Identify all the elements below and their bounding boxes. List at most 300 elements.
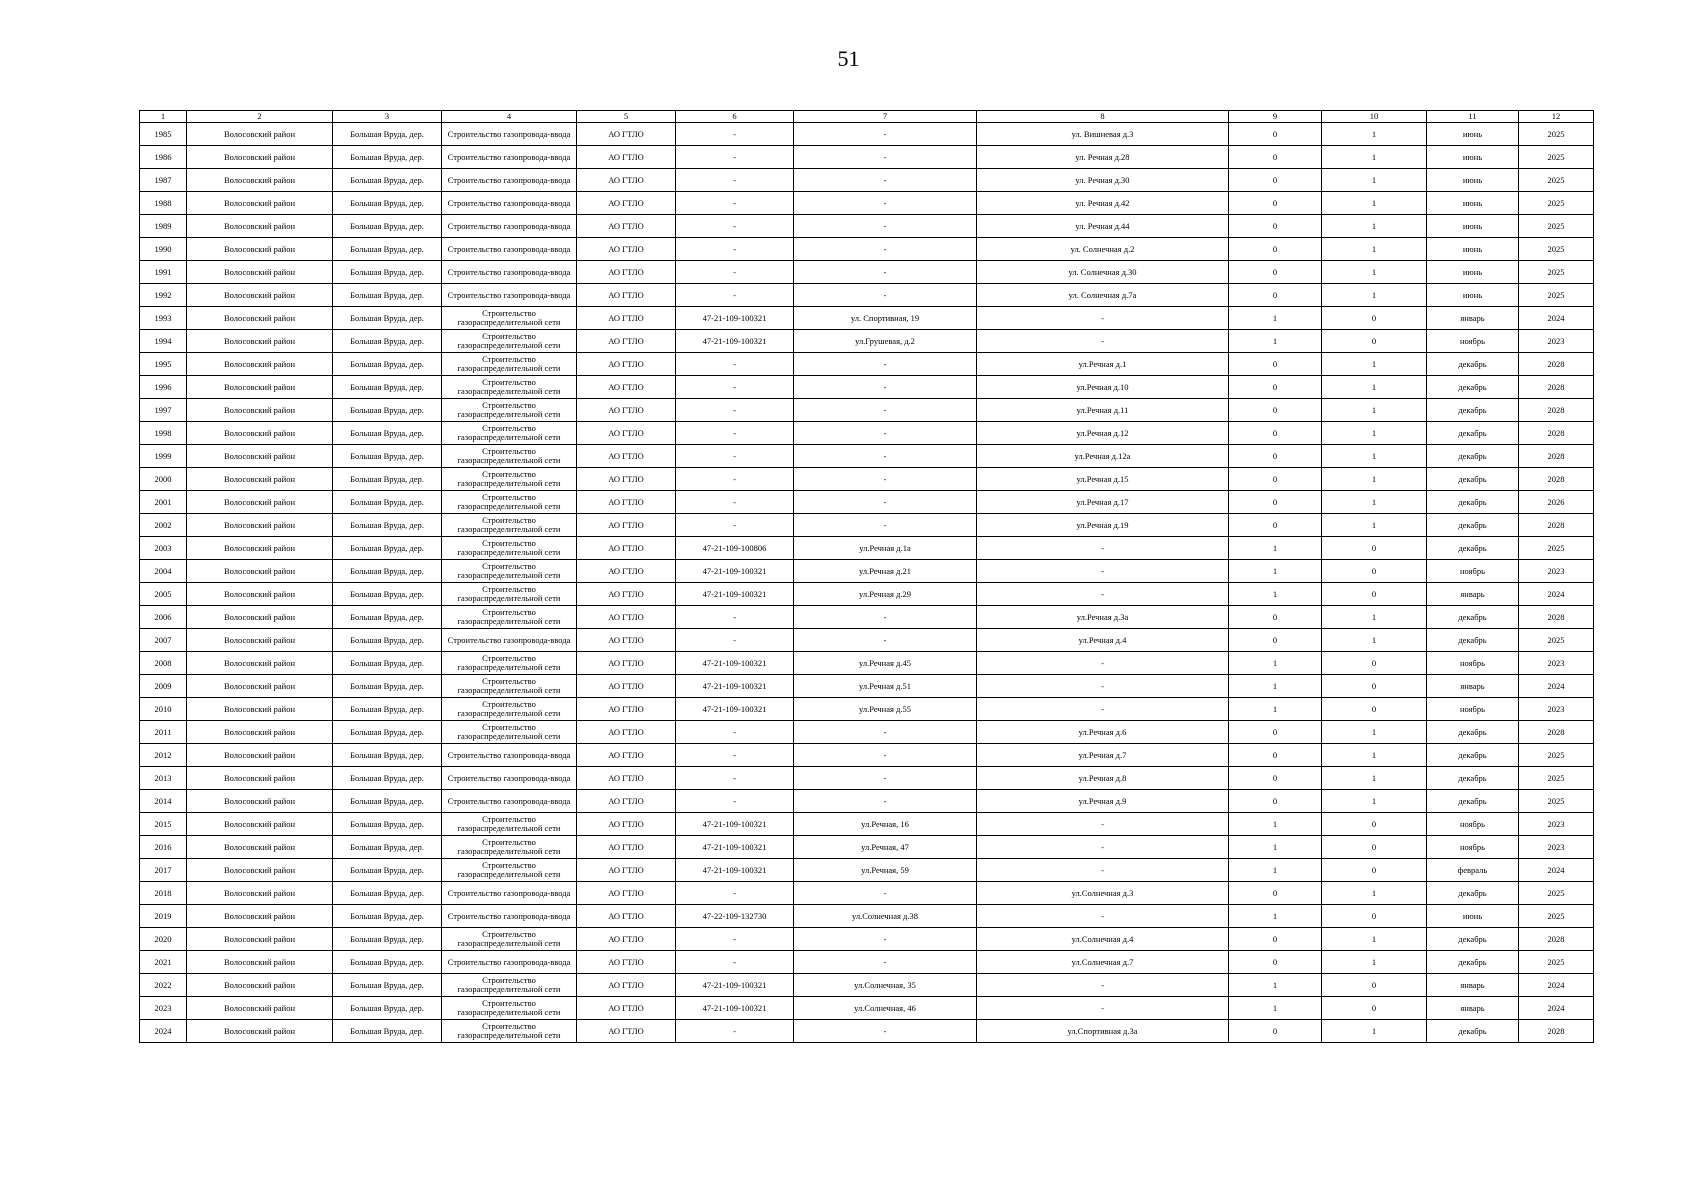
year-cell: 2023 [1519, 836, 1594, 859]
count-connected-cell: 0 [1229, 928, 1322, 951]
table-body [140, 123, 1594, 1043]
count-planned-cell: 1 [1322, 790, 1427, 813]
table-row [140, 399, 1594, 422]
count-connected-cell: 0 [1229, 629, 1322, 652]
district-cell: Волосовский район [187, 790, 333, 813]
organization-cell: АО ГТЛО [577, 698, 676, 721]
work-type-cell: Строительство газораспределительной сети [442, 307, 577, 330]
count-connected-cell: 0 [1229, 1020, 1322, 1043]
settlement-cell: Большая Вруда, дер. [333, 169, 442, 192]
district-cell: Волосовский район [187, 560, 333, 583]
work-type-cell: Строительство газопровода-ввода [442, 238, 577, 261]
row-number-cell: 2006 [140, 606, 187, 629]
district-cell: Волосовский район [187, 307, 333, 330]
row-number-cell: 2021 [140, 951, 187, 974]
count-planned-cell: 1 [1322, 353, 1427, 376]
organization-cell: АО ГТЛО [577, 445, 676, 468]
count-connected-cell: 0 [1229, 721, 1322, 744]
column-header: 7 [794, 111, 977, 123]
district-cell: Волосовский район [187, 836, 333, 859]
district-cell: Волосовский район [187, 859, 333, 882]
district-cell: Волосовский район [187, 767, 333, 790]
address-connected-cell: - [794, 399, 977, 422]
work-type-cell: Строительство газораспределительной сети [442, 491, 577, 514]
cadastral-number-cell: - [676, 606, 794, 629]
settlement-cell: Большая Вруда, дер. [333, 468, 442, 491]
organization-cell: АО ГТЛО [577, 422, 676, 445]
settlement-cell: Большая Вруда, дер. [333, 813, 442, 836]
year-cell: 2024 [1519, 307, 1594, 330]
district-cell: Волосовский район [187, 261, 333, 284]
address-connected-cell: - [794, 284, 977, 307]
month-cell: январь [1427, 974, 1519, 997]
column-header: 10 [1322, 111, 1427, 123]
row-number-cell: 1985 [140, 123, 187, 146]
year-cell: 2025 [1519, 951, 1594, 974]
address-connected-cell: ул.Речная д.51 [794, 675, 977, 698]
row-number-cell: 2007 [140, 629, 187, 652]
table-row [140, 974, 1594, 997]
count-planned-cell: 0 [1322, 675, 1427, 698]
table-row [140, 583, 1594, 606]
year-cell: 2025 [1519, 629, 1594, 652]
table-row [140, 767, 1594, 790]
month-cell: июнь [1427, 146, 1519, 169]
row-number-cell: 1991 [140, 261, 187, 284]
row-number-cell: 2019 [140, 905, 187, 928]
month-cell: декабрь [1427, 744, 1519, 767]
address-connected-cell: - [794, 468, 977, 491]
address-planned-cell: - [977, 583, 1229, 606]
count-connected-cell: 0 [1229, 767, 1322, 790]
address-connected-cell: ул.Солнечная, 46 [794, 997, 977, 1020]
work-type-cell: Строительство газораспределительной сети [442, 514, 577, 537]
year-cell: 2023 [1519, 813, 1594, 836]
row-number-cell: 2014 [140, 790, 187, 813]
address-planned-cell: - [977, 836, 1229, 859]
address-connected-cell: - [794, 606, 977, 629]
settlement-cell: Большая Вруда, дер. [333, 422, 442, 445]
year-cell: 2028 [1519, 514, 1594, 537]
row-number-cell: 2018 [140, 882, 187, 905]
cadastral-number-cell: 47-21-109-100321 [676, 698, 794, 721]
row-number-cell: 1992 [140, 284, 187, 307]
district-cell: Волосовский район [187, 813, 333, 836]
organization-cell: АО ГТЛО [577, 146, 676, 169]
address-connected-cell: ул.Речная д.45 [794, 652, 977, 675]
count-planned-cell: 0 [1322, 974, 1427, 997]
count-connected-cell: 0 [1229, 192, 1322, 215]
row-number-cell: 2009 [140, 675, 187, 698]
address-planned-cell: ул.Речная д.9 [977, 790, 1229, 813]
work-type-cell: Строительство газораспределительной сети [442, 468, 577, 491]
work-type-cell: Строительство газораспределительной сети [442, 997, 577, 1020]
settlement-cell: Большая Вруда, дер. [333, 284, 442, 307]
count-connected-cell: 0 [1229, 514, 1322, 537]
count-planned-cell: 1 [1322, 491, 1427, 514]
count-planned-cell: 1 [1322, 192, 1427, 215]
organization-cell: АО ГТЛО [577, 537, 676, 560]
address-connected-cell: - [794, 928, 977, 951]
settlement-cell: Большая Вруда, дер. [333, 652, 442, 675]
count-connected-cell: 0 [1229, 169, 1322, 192]
table-row [140, 836, 1594, 859]
year-cell: 2028 [1519, 353, 1594, 376]
year-cell: 2024 [1519, 675, 1594, 698]
district-cell: Волосовский район [187, 445, 333, 468]
work-type-cell: Строительство газопровода-ввода [442, 215, 577, 238]
count-planned-cell: 1 [1322, 169, 1427, 192]
cadastral-number-cell: 47-21-109-100321 [676, 675, 794, 698]
table-header [140, 111, 1594, 123]
cadastral-number-cell: - [676, 238, 794, 261]
address-planned-cell: ул. Речная д.28 [977, 146, 1229, 169]
settlement-cell: Большая Вруда, дер. [333, 675, 442, 698]
organization-cell: АО ГТЛО [577, 859, 676, 882]
district-cell: Волосовский район [187, 376, 333, 399]
year-cell: 2024 [1519, 997, 1594, 1020]
count-connected-cell: 0 [1229, 399, 1322, 422]
row-number-cell: 2004 [140, 560, 187, 583]
month-cell: январь [1427, 675, 1519, 698]
year-cell: 2025 [1519, 169, 1594, 192]
district-cell: Волосовский район [187, 698, 333, 721]
address-planned-cell: ул. Вишневая д.3 [977, 123, 1229, 146]
year-cell: 2028 [1519, 468, 1594, 491]
settlement-cell: Большая Вруда, дер. [333, 192, 442, 215]
month-cell: июнь [1427, 215, 1519, 238]
work-type-cell: Строительство газораспределительной сети [442, 560, 577, 583]
cadastral-number-cell: - [676, 790, 794, 813]
district-cell: Волосовский район [187, 284, 333, 307]
table-row [140, 353, 1594, 376]
address-planned-cell: ул. Речная д.30 [977, 169, 1229, 192]
table-row [140, 146, 1594, 169]
column-header: 6 [676, 111, 794, 123]
table-row [140, 629, 1594, 652]
cadastral-number-cell: 47-21-109-100321 [676, 997, 794, 1020]
work-type-cell: Строительство газопровода-ввода [442, 882, 577, 905]
count-connected-cell: 0 [1229, 353, 1322, 376]
count-connected-cell: 0 [1229, 215, 1322, 238]
table-row [140, 721, 1594, 744]
address-planned-cell: ул. Солнечная д.7а [977, 284, 1229, 307]
district-cell: Волосовский район [187, 652, 333, 675]
count-planned-cell: 1 [1322, 284, 1427, 307]
column-header: 3 [333, 111, 442, 123]
address-connected-cell: - [794, 744, 977, 767]
work-type-cell: Строительство газораспределительной сети [442, 422, 577, 445]
work-type-cell: Строительство газопровода-ввода [442, 284, 577, 307]
work-type-cell: Строительство газопровода-ввода [442, 951, 577, 974]
count-planned-cell: 0 [1322, 583, 1427, 606]
row-number-cell: 2022 [140, 974, 187, 997]
address-planned-cell: ул. Солнечная д.2 [977, 238, 1229, 261]
year-cell: 2028 [1519, 721, 1594, 744]
address-connected-cell: ул.Речная д.55 [794, 698, 977, 721]
row-number-cell: 2010 [140, 698, 187, 721]
work-type-cell: Строительство газопровода-ввода [442, 629, 577, 652]
year-cell: 2028 [1519, 445, 1594, 468]
cadastral-number-cell: - [676, 422, 794, 445]
district-cell: Волосовский район [187, 422, 333, 445]
settlement-cell: Большая Вруда, дер. [333, 974, 442, 997]
cadastral-number-cell: - [676, 399, 794, 422]
address-connected-cell: - [794, 951, 977, 974]
count-connected-cell: 1 [1229, 537, 1322, 560]
address-planned-cell: ул.Спортивная д.3а [977, 1020, 1229, 1043]
row-number-cell: 2017 [140, 859, 187, 882]
column-header: 1 [140, 111, 187, 123]
table-row [140, 698, 1594, 721]
settlement-cell: Большая Вруда, дер. [333, 376, 442, 399]
cadastral-number-cell: 47-21-109-100321 [676, 974, 794, 997]
district-cell: Волосовский район [187, 238, 333, 261]
count-connected-cell: 0 [1229, 445, 1322, 468]
count-connected-cell: 1 [1229, 307, 1322, 330]
month-cell: июнь [1427, 284, 1519, 307]
address-planned-cell: ул.Речная д.11 [977, 399, 1229, 422]
year-cell: 2025 [1519, 284, 1594, 307]
month-cell: ноябрь [1427, 560, 1519, 583]
organization-cell: АО ГТЛО [577, 376, 676, 399]
organization-cell: АО ГТЛО [577, 238, 676, 261]
count-planned-cell: 1 [1322, 238, 1427, 261]
year-cell: 2025 [1519, 123, 1594, 146]
work-type-cell: Строительство газораспределительной сети [442, 399, 577, 422]
count-planned-cell: 0 [1322, 859, 1427, 882]
row-number-cell: 2003 [140, 537, 187, 560]
settlement-cell: Большая Вруда, дер. [333, 836, 442, 859]
address-planned-cell: ул.Речная д.3а [977, 606, 1229, 629]
address-planned-cell: ул.Речная д.12а [977, 445, 1229, 468]
settlement-cell: Большая Вруда, дер. [333, 790, 442, 813]
row-number-cell: 1996 [140, 376, 187, 399]
cadastral-number-cell: - [676, 261, 794, 284]
table-row [140, 537, 1594, 560]
count-connected-cell: 1 [1229, 698, 1322, 721]
table-row [140, 606, 1594, 629]
address-planned-cell: ул. Речная д.44 [977, 215, 1229, 238]
work-type-cell: Строительство газопровода-ввода [442, 744, 577, 767]
organization-cell: АО ГТЛО [577, 905, 676, 928]
cadastral-number-cell: 47-21-109-100321 [676, 836, 794, 859]
district-cell: Волосовский район [187, 606, 333, 629]
count-planned-cell: 1 [1322, 445, 1427, 468]
month-cell: июнь [1427, 169, 1519, 192]
year-cell: 2023 [1519, 652, 1594, 675]
address-planned-cell: ул.Речная д.12 [977, 422, 1229, 445]
address-connected-cell: ул. Спортивная, 19 [794, 307, 977, 330]
work-type-cell: Строительство газораспределительной сети [442, 859, 577, 882]
count-connected-cell: 1 [1229, 675, 1322, 698]
month-cell: декабрь [1427, 514, 1519, 537]
district-cell: Волосовский район [187, 399, 333, 422]
month-cell: декабрь [1427, 1020, 1519, 1043]
count-connected-cell: 0 [1229, 790, 1322, 813]
district-cell: Волосовский район [187, 997, 333, 1020]
year-cell: 2026 [1519, 491, 1594, 514]
count-connected-cell: 1 [1229, 560, 1322, 583]
count-planned-cell: 1 [1322, 376, 1427, 399]
month-cell: декабрь [1427, 422, 1519, 445]
month-cell: декабрь [1427, 951, 1519, 974]
organization-cell: АО ГТЛО [577, 583, 676, 606]
district-cell: Волосовский район [187, 330, 333, 353]
work-type-cell: Строительство газопровода-ввода [442, 261, 577, 284]
year-cell: 2025 [1519, 767, 1594, 790]
address-planned-cell: - [977, 698, 1229, 721]
count-planned-cell: 1 [1322, 629, 1427, 652]
table-row [140, 652, 1594, 675]
year-cell: 2024 [1519, 974, 1594, 997]
count-connected-cell: 0 [1229, 491, 1322, 514]
table-row [140, 330, 1594, 353]
cadastral-number-cell: - [676, 169, 794, 192]
work-type-cell: Строительство газопровода-ввода [442, 169, 577, 192]
cadastral-number-cell: - [676, 353, 794, 376]
work-type-cell: Строительство газопровода-ввода [442, 123, 577, 146]
work-type-cell: Строительство газораспределительной сети [442, 606, 577, 629]
table-row [140, 261, 1594, 284]
row-number-cell: 2008 [140, 652, 187, 675]
address-planned-cell: - [977, 974, 1229, 997]
cadastral-number-cell: 47-21-109-100321 [676, 652, 794, 675]
work-type-cell: Строительство газораспределительной сети [442, 836, 577, 859]
cadastral-number-cell: 47-21-109-100321 [676, 560, 794, 583]
row-number-cell: 2005 [140, 583, 187, 606]
row-number-cell: 1993 [140, 307, 187, 330]
address-connected-cell: ул.Солнечная, 35 [794, 974, 977, 997]
organization-cell: АО ГТЛО [577, 192, 676, 215]
district-cell: Волосовский район [187, 468, 333, 491]
count-connected-cell: 0 [1229, 238, 1322, 261]
table-row [140, 215, 1594, 238]
district-cell: Волосовский район [187, 353, 333, 376]
address-connected-cell: - [794, 422, 977, 445]
work-type-cell: Строительство газораспределительной сети [442, 583, 577, 606]
organization-cell: АО ГТЛО [577, 767, 676, 790]
address-planned-cell: ул.Солнечная д.3 [977, 882, 1229, 905]
month-cell: июнь [1427, 261, 1519, 284]
settlement-cell: Большая Вруда, дер. [333, 491, 442, 514]
settlement-cell: Большая Вруда, дер. [333, 445, 442, 468]
address-planned-cell: ул. Речная д.42 [977, 192, 1229, 215]
address-planned-cell: - [977, 330, 1229, 353]
organization-cell: АО ГТЛО [577, 123, 676, 146]
work-type-cell: Строительство газораспределительной сети [442, 445, 577, 468]
count-planned-cell: 1 [1322, 606, 1427, 629]
cadastral-number-cell: 47-21-109-100321 [676, 330, 794, 353]
table-row [140, 675, 1594, 698]
district-cell: Волосовский район [187, 744, 333, 767]
settlement-cell: Большая Вруда, дер. [333, 859, 442, 882]
district-cell: Волосовский район [187, 721, 333, 744]
year-cell: 2024 [1519, 859, 1594, 882]
work-type-cell: Строительство газопровода-ввода [442, 790, 577, 813]
table-row [140, 284, 1594, 307]
row-number-cell: 1987 [140, 169, 187, 192]
month-cell: декабрь [1427, 790, 1519, 813]
year-cell: 2028 [1519, 399, 1594, 422]
cadastral-number-cell: - [676, 951, 794, 974]
month-cell: декабрь [1427, 606, 1519, 629]
column-header: 11 [1427, 111, 1519, 123]
settlement-cell: Большая Вруда, дер. [333, 146, 442, 169]
organization-cell: АО ГТЛО [577, 928, 676, 951]
organization-cell: АО ГТЛО [577, 353, 676, 376]
cadastral-number-cell: - [676, 629, 794, 652]
organization-cell: АО ГТЛО [577, 997, 676, 1020]
month-cell: декабрь [1427, 629, 1519, 652]
organization-cell: АО ГТЛО [577, 629, 676, 652]
year-cell: 2025 [1519, 192, 1594, 215]
district-cell: Волосовский район [187, 215, 333, 238]
cadastral-number-cell: - [676, 882, 794, 905]
cadastral-number-cell: - [676, 123, 794, 146]
count-planned-cell: 1 [1322, 399, 1427, 422]
address-planned-cell: - [977, 905, 1229, 928]
settlement-cell: Большая Вруда, дер. [333, 951, 442, 974]
settlement-cell: Большая Вруда, дер. [333, 399, 442, 422]
settlement-cell: Большая Вруда, дер. [333, 238, 442, 261]
count-connected-cell: 0 [1229, 284, 1322, 307]
month-cell: декабрь [1427, 445, 1519, 468]
row-number-cell: 2024 [140, 1020, 187, 1043]
column-header: 2 [187, 111, 333, 123]
row-number-cell: 2015 [140, 813, 187, 836]
address-planned-cell: - [977, 859, 1229, 882]
month-cell: июнь [1427, 192, 1519, 215]
count-connected-cell: 1 [1229, 997, 1322, 1020]
count-planned-cell: 1 [1322, 928, 1427, 951]
work-type-cell: Строительство газораспределительной сети [442, 698, 577, 721]
month-cell: декабрь [1427, 928, 1519, 951]
row-number-cell: 2001 [140, 491, 187, 514]
year-cell: 2025 [1519, 537, 1594, 560]
year-cell: 2023 [1519, 560, 1594, 583]
year-cell: 2028 [1519, 928, 1594, 951]
count-planned-cell: 0 [1322, 652, 1427, 675]
address-planned-cell: ул.Речная д.7 [977, 744, 1229, 767]
district-cell: Волосовский район [187, 629, 333, 652]
count-connected-cell: 1 [1229, 652, 1322, 675]
row-number-cell: 2020 [140, 928, 187, 951]
month-cell: январь [1427, 997, 1519, 1020]
district-cell: Волосовский район [187, 583, 333, 606]
year-cell: 2024 [1519, 583, 1594, 606]
address-connected-cell: ул.Речная, 59 [794, 859, 977, 882]
cadastral-number-cell: - [676, 744, 794, 767]
table-row [140, 192, 1594, 215]
year-cell: 2025 [1519, 215, 1594, 238]
table-row [140, 882, 1594, 905]
address-connected-cell: - [794, 192, 977, 215]
work-type-cell: Строительство газораспределительной сети [442, 330, 577, 353]
settlement-cell: Большая Вруда, дер. [333, 928, 442, 951]
settlement-cell: Большая Вруда, дер. [333, 629, 442, 652]
table-row [140, 238, 1594, 261]
work-type-cell: Строительство газораспределительной сети [442, 675, 577, 698]
settlement-cell: Большая Вруда, дер. [333, 882, 442, 905]
count-planned-cell: 0 [1322, 330, 1427, 353]
address-connected-cell: - [794, 514, 977, 537]
address-connected-cell: ул.Речная, 16 [794, 813, 977, 836]
cadastral-number-cell: - [676, 284, 794, 307]
month-cell: январь [1427, 583, 1519, 606]
settlement-cell: Большая Вруда, дер. [333, 905, 442, 928]
district-cell: Волосовский район [187, 974, 333, 997]
